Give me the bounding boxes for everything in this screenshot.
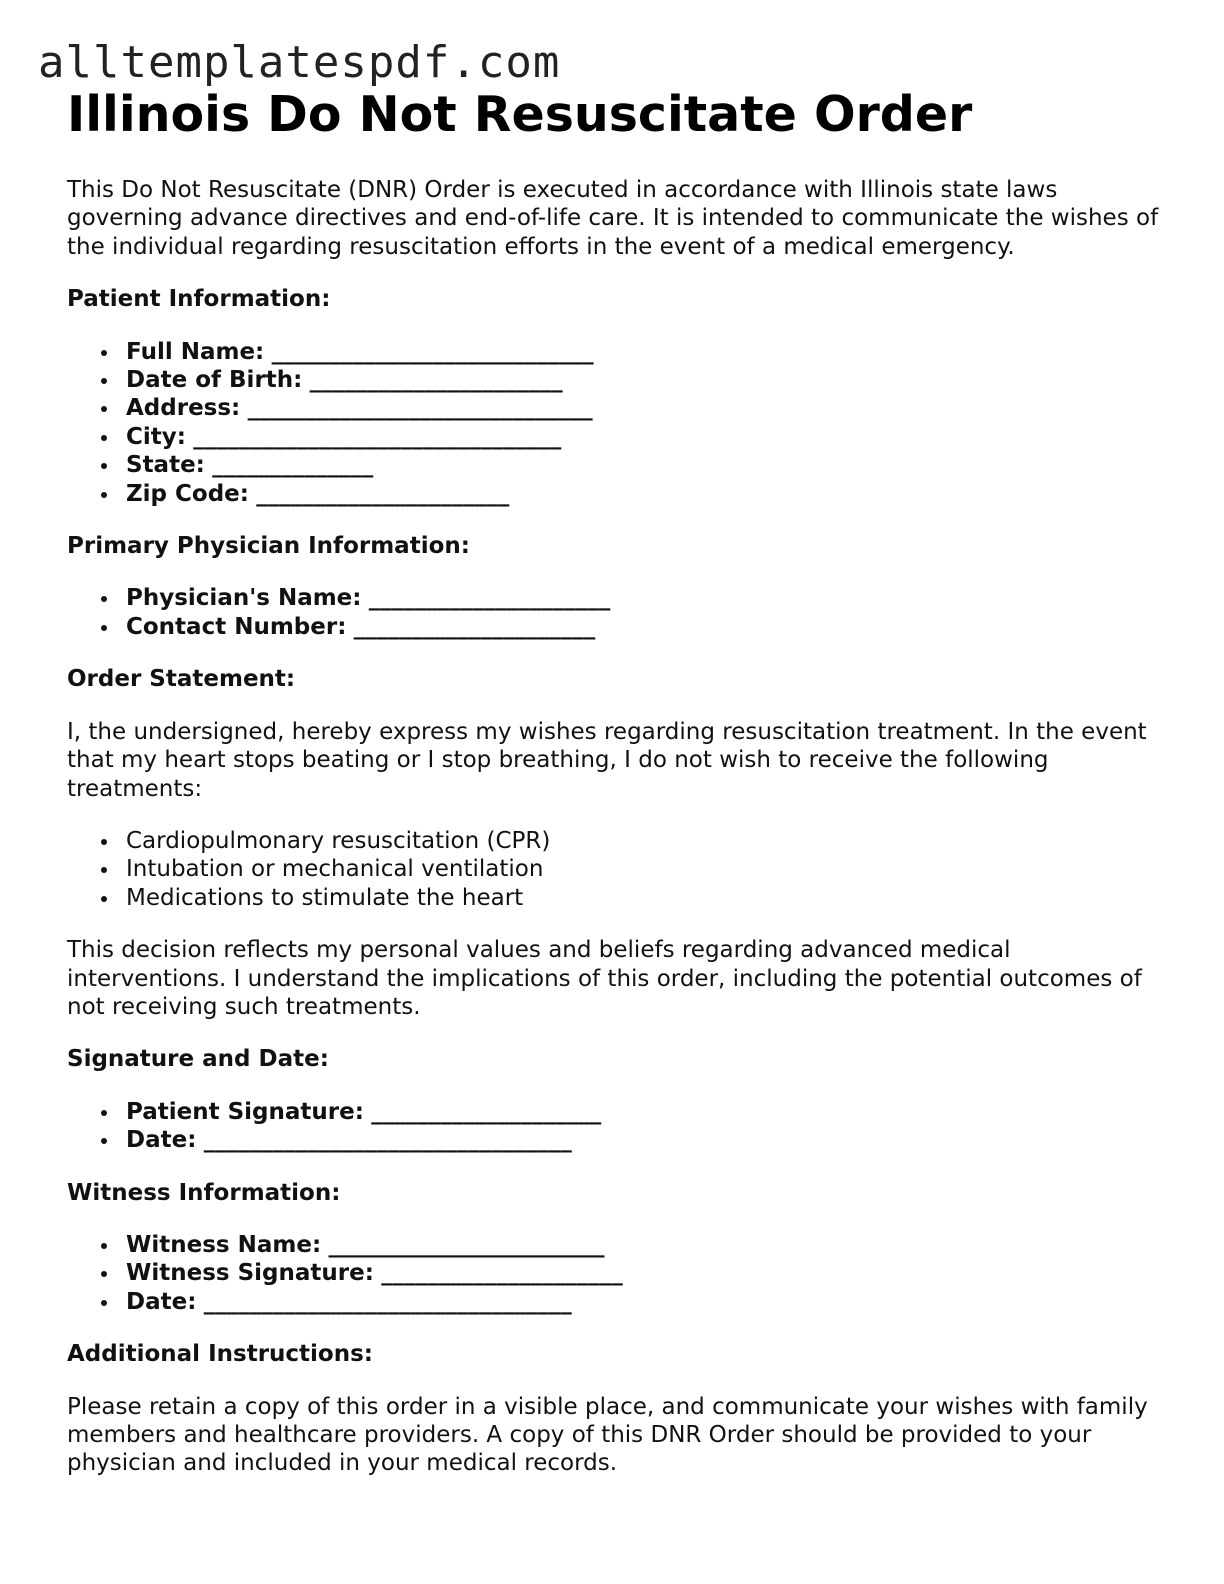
order-statement-heading: Order Statement: <box>67 666 296 693</box>
field-blank-line[interactable]: _____________________ <box>381 1260 623 1287</box>
intro-paragraph: This Do Not Resuscitate (DNR) Order is executed in accordance with Illinois state laws governing advance directives and end-of-life care. It is intended to communicate the wishes of the individual regarding resuscitation efforts in the event of a medical emergency. <box>67 177 1159 260</box>
treatments-list <box>67 827 1167 912</box>
zip-code-field <box>126 480 1167 508</box>
field-blank-line[interactable]: _____________________ <box>368 585 611 612</box>
additional-instructions-heading: Additional Instructions: <box>67 1341 373 1368</box>
date-of-birth-field <box>126 366 1167 394</box>
field-blank-line[interactable]: ____________________________ <box>271 338 594 365</box>
contact-number-field <box>126 613 1167 641</box>
field-blank-line[interactable]: ________________________________ <box>203 1288 572 1315</box>
field-blank-line[interactable]: ________________________________ <box>193 423 562 450</box>
field-label: Witness Name: <box>126 1231 322 1258</box>
signature-heading: Signature and Date: <box>67 1046 329 1073</box>
field-blank-line[interactable]: ________________________________ <box>203 1127 572 1154</box>
witness-date-field <box>126 1288 1167 1316</box>
state-field <box>126 451 1167 479</box>
field-blank-line[interactable]: ______________________ <box>309 367 563 394</box>
order-statement-paragraph: I, the undersigned, hereby express my wishes regarding resuscitation treatment. In the event that my heart stops beating or I stop breathing, I do not wish to receive the following treatments: <box>67 718 1147 802</box>
field-label: Physician's Name: <box>126 585 362 612</box>
field-label: Date of Birth: <box>126 367 303 394</box>
field-blank-line[interactable]: ________________________ <box>328 1231 605 1258</box>
field-label: Full Name: <box>126 338 265 365</box>
field-blank-line[interactable]: ______________________ <box>256 480 510 507</box>
document-page <box>67 86 1167 1478</box>
signature-list <box>67 1098 1167 1155</box>
field-label: Contact Number: <box>126 613 347 640</box>
witness-name-field <box>126 1231 1167 1259</box>
treatment-item: Medications to stimulate the heart <box>126 884 1167 912</box>
witness-heading: Witness Information: <box>67 1179 341 1206</box>
document-title: Illinois Do Not Resuscitate Order <box>67 86 973 143</box>
treatment-item: Intubation or mechanical ventilation <box>126 855 1167 883</box>
field-label: Patient Signature: <box>126 1098 364 1125</box>
physician-info-list <box>67 584 1167 641</box>
field-label: Witness Signature: <box>126 1260 374 1287</box>
address-field <box>126 394 1167 422</box>
field-label: Address: <box>126 395 241 422</box>
field-label: Date: <box>126 1288 197 1315</box>
field-label: Date: <box>126 1127 197 1154</box>
field-label: State: <box>126 452 205 479</box>
field-label: City: <box>126 423 186 450</box>
field-blank-line[interactable]: _____________________ <box>353 613 596 640</box>
additional-instructions-paragraph: Please retain a copy of this order in a visible place, and communicate your wishes with family members and healthcare providers. A copy of this DNR Order should be provided to your physician and included in your medical records. <box>67 1393 1148 1477</box>
patient-info-list <box>67 338 1167 508</box>
witness-signature-field <box>126 1259 1167 1287</box>
treatment-item: Cardiopulmonary resuscitation (CPR) <box>126 827 1167 855</box>
signature-date-field <box>126 1126 1167 1154</box>
physician-name-field <box>126 584 1167 612</box>
city-field <box>126 423 1167 451</box>
full-name-field <box>126 338 1167 366</box>
field-blank-line[interactable]: ______________ <box>212 452 374 479</box>
field-label: Zip Code: <box>126 480 249 507</box>
field-blank-line[interactable]: ______________________________ <box>247 395 593 422</box>
witness-list <box>67 1231 1167 1316</box>
order-closing-paragraph: This decision reflects my personal values and beliefs regarding advanced medical interventions. I understand the implications of this order, including the potential outcomes of not receiving such treatments. <box>67 937 1142 1020</box>
patient-info-heading: Patient Information: <box>67 286 331 313</box>
field-blank-line[interactable]: ____________________ <box>371 1098 602 1125</box>
physician-info-heading: Primary Physician Information: <box>67 533 470 560</box>
watermark: alltemplatespdf.com <box>38 37 561 88</box>
patient-signature-field <box>126 1098 1167 1126</box>
